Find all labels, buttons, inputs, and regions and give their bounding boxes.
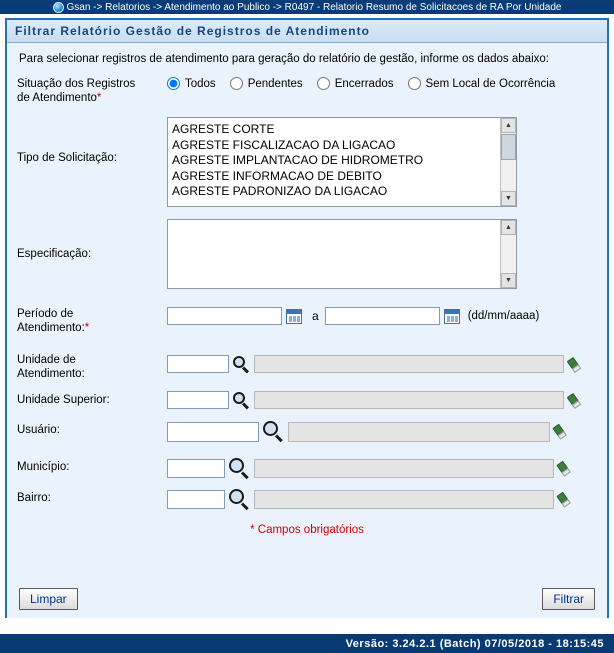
tipo-solicitacao-label: Tipo de Solicitação: bbox=[17, 152, 117, 164]
list-item[interactable]: AGRESTE PADRONIZAO DA LIGACAO bbox=[172, 184, 388, 198]
list-item[interactable]: AGRESTE IMPLANTACAO DE HIDROMETRO bbox=[172, 153, 424, 167]
municipio-row bbox=[17, 454, 597, 479]
panel-body bbox=[7, 43, 607, 618]
radio-label-todos: Todos bbox=[185, 77, 216, 90]
unidade-atendimento-label bbox=[17, 351, 167, 381]
municipio-name-display bbox=[254, 459, 554, 478]
situacao-label-line2: de Atendimento bbox=[17, 92, 97, 104]
situacao-row bbox=[17, 75, 597, 105]
radio-label-encerrados: Encerrados bbox=[334, 77, 394, 90]
radio-item-sem-local[interactable] bbox=[408, 77, 556, 90]
list-item[interactable]: AGRESTE CORTE bbox=[172, 122, 275, 136]
listbox-scrollbar[interactable] bbox=[500, 118, 516, 206]
usuario-name-display bbox=[288, 422, 550, 442]
radio-label-pendentes: Pendentes bbox=[247, 77, 303, 90]
radio-encerrados[interactable] bbox=[317, 77, 330, 90]
radio-todos[interactable] bbox=[167, 77, 180, 90]
unidade-superior-code-input[interactable] bbox=[167, 391, 229, 409]
eraser-icon[interactable] bbox=[554, 423, 571, 440]
eraser-icon[interactable] bbox=[558, 491, 575, 508]
periodo-label-line1: Período de bbox=[17, 308, 74, 320]
radio-label-sem-local: Sem Local de Ocorrência bbox=[425, 77, 556, 90]
bairro-code-input[interactable] bbox=[167, 490, 225, 509]
radio-sem-local-ocorrencia[interactable] bbox=[408, 77, 421, 90]
municipio-label: Município: bbox=[17, 461, 70, 473]
eraser-icon[interactable] bbox=[568, 357, 583, 372]
unidade-superior-row bbox=[17, 387, 597, 409]
situacao-radio-group bbox=[167, 75, 569, 90]
clear-button[interactable]: Limpar bbox=[19, 588, 78, 610]
magnifier-icon[interactable] bbox=[229, 489, 250, 510]
magnifier-icon[interactable] bbox=[263, 421, 284, 442]
usuario-code-input[interactable] bbox=[167, 422, 259, 442]
especificacao-row bbox=[17, 219, 597, 289]
situacao-label-line1: Situação dos Registros bbox=[17, 78, 136, 90]
radio-item-encerrados[interactable] bbox=[317, 77, 394, 90]
periodo-format-hint: (dd/mm/aaaa) bbox=[467, 310, 540, 322]
filter-button[interactable]: Filtrar bbox=[542, 588, 595, 610]
calendar-icon[interactable] bbox=[444, 309, 460, 324]
footer-buttons bbox=[7, 588, 607, 610]
especificacao-label: Especificação: bbox=[17, 248, 92, 260]
bairro-name-display bbox=[254, 490, 554, 509]
list-item[interactable]: AGRESTE INFORMACAO DE DEBITO bbox=[172, 168, 382, 183]
intro-text: Para selecionar registros de atendimento para geração do relatório de gestão, informe os dados abaixo: bbox=[19, 53, 549, 65]
periodo-required-mark: * bbox=[84, 322, 90, 334]
usuario-row bbox=[17, 415, 597, 442]
eraser-icon[interactable] bbox=[568, 393, 583, 408]
eraser-icon[interactable] bbox=[558, 460, 575, 477]
periodo-label bbox=[17, 305, 167, 335]
unidade-atendimento-label-line1: Unidade de bbox=[17, 354, 76, 366]
tipo-solicitacao-row bbox=[17, 117, 597, 207]
magnifier-icon[interactable] bbox=[233, 356, 250, 373]
usuario-label: Usuário: bbox=[17, 424, 60, 436]
tipo-solicitacao-list bbox=[168, 118, 516, 200]
municipio-code-input[interactable] bbox=[167, 459, 225, 478]
unidade-atendimento-code-input[interactable] bbox=[167, 355, 229, 373]
mandatory-note: * Campos obrigatórios bbox=[250, 524, 364, 536]
scroll-up-arrow-icon[interactable]: ▲ bbox=[501, 220, 516, 235]
periodo-label-line2: Atendimento: bbox=[17, 322, 85, 334]
unidade-superior-name-display bbox=[254, 391, 564, 409]
breadcrumb bbox=[0, 0, 614, 14]
radio-item-pendentes[interactable] bbox=[230, 77, 303, 90]
magnifier-icon[interactable] bbox=[233, 392, 250, 409]
scroll-down-arrow-icon[interactable]: ▼ bbox=[501, 273, 516, 288]
tipo-solicitacao-listbox[interactable] bbox=[167, 117, 517, 207]
periodo-row bbox=[17, 305, 597, 335]
bairro-label: Bairro: bbox=[17, 492, 51, 504]
unidade-atendimento-label-line2: Atendimento: bbox=[17, 368, 85, 380]
periodo-separator: a bbox=[312, 309, 319, 323]
scroll-up-arrow-icon[interactable]: ▲ bbox=[501, 118, 516, 133]
scrollbar-thumb[interactable] bbox=[501, 134, 516, 160]
radio-pendentes[interactable] bbox=[230, 77, 243, 90]
calendar-icon[interactable] bbox=[286, 309, 302, 324]
page-title: Filtrar Relatório Gestão de Registros de Atendimento bbox=[7, 20, 607, 43]
situacao-required-mark: * bbox=[96, 92, 102, 104]
scroll-down-arrow-icon[interactable]: ▼ bbox=[501, 191, 516, 206]
unidade-atendimento-name-display bbox=[254, 355, 564, 373]
periodo-inicio-input[interactable] bbox=[167, 307, 282, 325]
version-bar: Versão: 3.24.2.1 (Batch) 07/05/2018 - 18:15:45 bbox=[0, 634, 614, 653]
magnifier-icon[interactable] bbox=[229, 458, 250, 479]
periodo-fim-input[interactable] bbox=[325, 307, 440, 325]
filter-panel bbox=[5, 18, 609, 618]
globe-icon bbox=[53, 2, 64, 13]
breadcrumb-text: Gsan -> Relatorios -> Atendimento ao Publico -> R0497 - Relatorio Resumo de Solicitacoes de RA Por Unidade bbox=[66, 1, 562, 13]
unidade-superior-label: Unidade Superior: bbox=[17, 394, 110, 406]
especificacao-listbox[interactable] bbox=[167, 219, 517, 289]
situacao-label bbox=[17, 75, 167, 105]
radio-item-todos[interactable] bbox=[167, 77, 216, 90]
especificacao-scrollbar[interactable] bbox=[500, 220, 516, 288]
unidade-atendimento-row bbox=[17, 351, 597, 381]
bairro-row bbox=[17, 485, 597, 510]
list-item[interactable]: AGRESTE FISCALIZACAO DA LIGACAO bbox=[172, 137, 396, 152]
